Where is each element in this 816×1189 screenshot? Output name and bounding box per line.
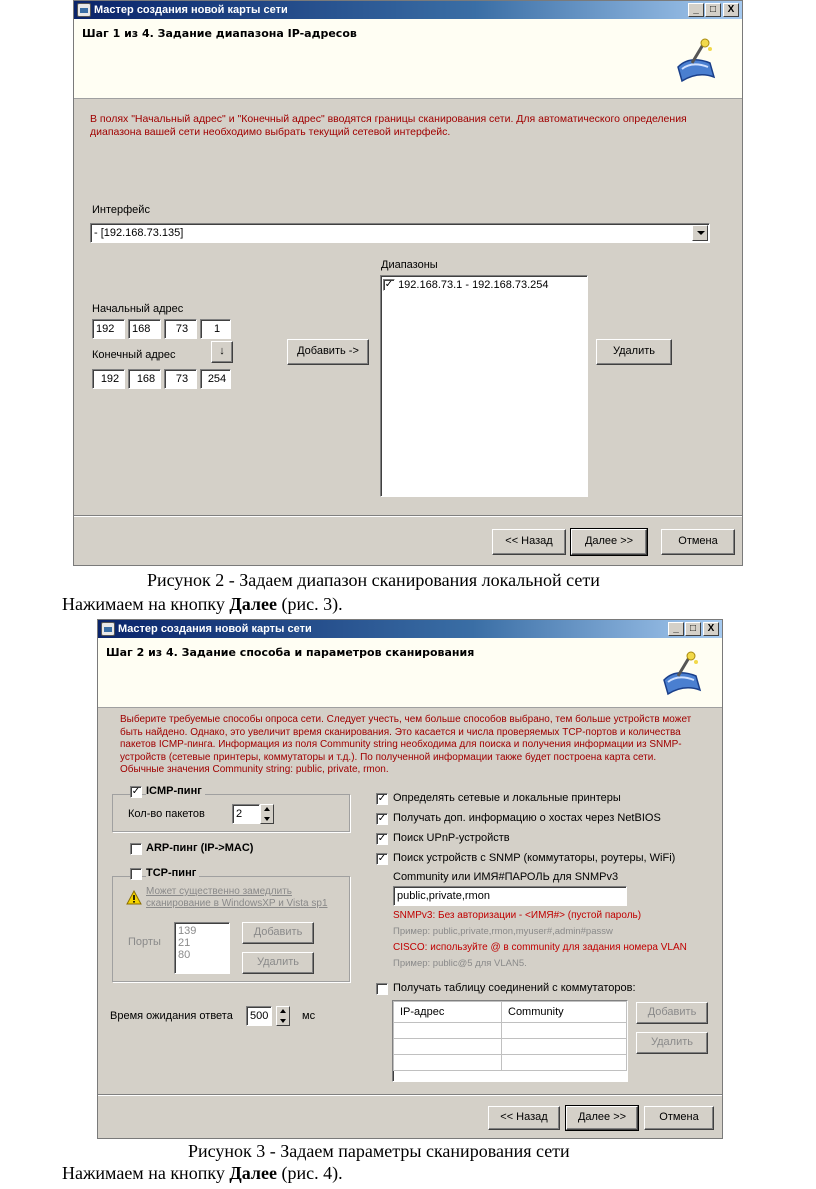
switch-grid [393,1001,627,1071]
window-title: Мастер создания новой карты сети [94,4,288,16]
add-switch-button[interactable]: Добавить [636,1002,708,1024]
step-title: Шаг 1 из 4. Задание диапазона IP-адресов [82,27,357,40]
table-row[interactable] [394,1055,627,1071]
column-ip[interactable]: IP-адрес [394,1002,502,1023]
netbios-label: Получать доп. информацию о хостах через NetBIOS [393,812,661,824]
app-icon [101,622,115,636]
upnp-label: Поиск UPnP-устройств [393,832,510,844]
tcp-label: TCP-пинг [146,867,199,879]
range-checkbox[interactable]: ✓ [384,279,394,291]
community-field[interactable]: public,private,rmon [393,886,627,906]
maximize-button[interactable]: □ [705,3,721,17]
timeout-label: Время ожидания ответа [110,1010,233,1022]
end-address-label: Конечный адрес [92,349,176,361]
back-button[interactable]: << Назад [492,529,566,555]
column-community[interactable]: Community [502,1002,627,1023]
wizard-window-step1 [73,0,743,566]
back-button[interactable]: << Назад [488,1106,560,1130]
packets-spinner[interactable] [260,804,274,824]
delete-port-button[interactable]: Удалить [242,952,314,974]
example-1: Пример: public,private,rmon,myuser#,admin#passw [393,926,613,937]
wizard-magic-icon [656,650,706,700]
snmpv3-note: SNMPv3: Без авторизации - <ИМЯ#> (пустой пароль) [393,910,642,921]
figure3-caption: Рисунок 3 - Задаем параметры сканирования сети [188,1141,570,1161]
range-text: 192.168.73.1 - 192.168.73.254 [398,279,549,292]
community-label: Community или ИМЯ#ПАРОЛЬ для SNMPv3 [393,871,619,883]
figure2-caption: Рисунок 2 - Задаем диапазон сканирования локальной сети [147,570,600,590]
upnp-checkbox[interactable]: ✓ [377,833,387,844]
maximize-button[interactable]: □ [685,622,701,636]
para-text-end: (рис. 4). [276,1163,343,1183]
interface-value: - [192.168.73.135] [94,227,184,239]
ranges-list[interactable] [380,275,588,497]
window-titlebar [74,1,742,19]
warning-icon [126,890,142,905]
netbios-checkbox[interactable]: ✓ [377,813,387,824]
list-item[interactable]: 21 [178,937,191,949]
end-octet-1[interactable]: 192 [92,369,125,389]
printers-label: Определять сетевые и локальные принтеры [393,792,621,804]
cisco-note: CISCO: используйте @ в community для задания номера VLAN [393,942,687,953]
table-row[interactable] [394,1039,627,1055]
list-item[interactable]: 80 [178,949,191,961]
next-button[interactable]: Далее >> [571,529,647,555]
para-text-end: (рис. 3). [276,594,343,614]
table-header-row [394,1002,627,1023]
close-button[interactable]: X [723,3,739,17]
end-octet-4[interactable]: 254 [200,369,231,389]
para-bold: Далее [229,1163,277,1183]
switch-table-label: Получать таблицу соединений с коммутаторов: [393,982,636,994]
ranges-label: Диапазоны [381,259,438,271]
start-octet-1[interactable]: 192 [92,319,125,339]
cancel-button[interactable]: Отмена [661,529,735,555]
footer-separator [74,515,742,517]
arp-checkbox[interactable] [130,843,142,855]
printers-checkbox[interactable]: ✓ [377,793,387,804]
window-titlebar [98,620,722,638]
timeout-unit: мс [302,1010,316,1022]
paragraph-next-2 [62,1163,343,1184]
start-octet-2[interactable]: 168 [128,319,161,339]
packets-field[interactable]: 2 [232,804,260,824]
step-description: В полях "Начальный адрес" и "Конечный адрес" вводятся границы сканирования сети. Для автоматического определения диапазона вашей сети необходимо выбрать текущий сетевой интерфейс. [90,113,687,138]
timeout-spinner[interactable] [276,1006,290,1026]
next-button[interactable]: Далее >> [566,1106,638,1130]
start-octet-4[interactable]: 1 [200,319,231,339]
tcp-warning-text: Может существенно замедлить сканирование в WindowsXP и Vista sp1 [146,886,328,909]
step-description: Выберите требуемые способы опроса сети. Следует учесть, чем больше способов выбрано, тем больше устройств может быть найдено. Однако, это увеличит время сканирования. Это касается и числа проверяемых TCP-портов и количества пакетов ICMP-пинга. Информация из поля Community string необходима для поиска и получения информации из SNMP-устройств (сетевые принтеры, коммутаторы и т.д.). По полученной информации также будет построена карта сети. Обычные значения Community string: public, private, rmon. [120,714,692,775]
wizard-header [74,19,742,99]
icmp-checkbox[interactable]: ✓ [131,786,141,797]
switch-table-checkbox[interactable] [376,983,388,995]
para-text: Нажимаем на кнопку [62,1163,230,1183]
footer-separator [98,1094,722,1096]
minimize-button[interactable]: _ [688,3,704,17]
close-button[interactable]: X [703,622,719,636]
copy-down-button[interactable]: ↓ [211,341,233,363]
add-range-button[interactable]: Добавить -> [287,339,369,365]
table-row[interactable] [394,1023,627,1039]
cancel-button[interactable]: Отмена [644,1106,714,1130]
start-address-label: Начальный адрес [92,303,184,315]
app-icon [77,3,91,17]
wizard-header [98,638,722,708]
para-bold: Далее [229,594,277,614]
minimize-button[interactable]: _ [668,622,684,636]
snmp-label: Поиск устройств с SNMP (коммутаторы, роутеры, WiFi) [393,852,676,864]
wizard-window-step2 [97,619,723,1139]
list-item[interactable]: 139 [178,925,197,937]
delete-switch-button[interactable]: Удалить [636,1032,708,1054]
start-octet-3[interactable]: 73 [164,319,197,339]
window-title: Мастер создания новой карты сети [118,623,312,635]
icmp-label: ICMP-пинг [146,785,205,797]
example-2: Пример: public@5 для VLAN5. [393,958,527,969]
arp-label: ARP-пинг (IP->MAC) [146,842,254,854]
para-text: Нажимаем на кнопку [62,594,230,614]
ports-label: Порты [128,936,161,948]
timeout-field[interactable]: 500 [246,1006,272,1026]
paragraph-next-1 [62,594,343,615]
end-octet-2[interactable]: 168 [128,369,161,389]
snmp-checkbox[interactable]: ✓ [377,853,387,864]
delete-range-button[interactable]: Удалить [596,339,672,365]
interface-select[interactable] [90,223,710,243]
packets-label: Кол-во пакетов [128,808,205,820]
wizard-magic-icon [670,37,720,87]
end-octet-3[interactable]: 73 [164,369,197,389]
ports-list[interactable] [174,922,230,974]
chevron-down-icon[interactable] [692,225,708,241]
interface-label: Интерфейс [92,204,150,216]
list-item[interactable] [383,278,585,294]
step-title: Шаг 2 из 4. Задание способа и параметров сканирования [106,646,475,659]
tcp-checkbox[interactable] [130,868,142,880]
add-port-button[interactable]: Добавить [242,922,314,944]
switch-table[interactable] [392,1000,628,1082]
